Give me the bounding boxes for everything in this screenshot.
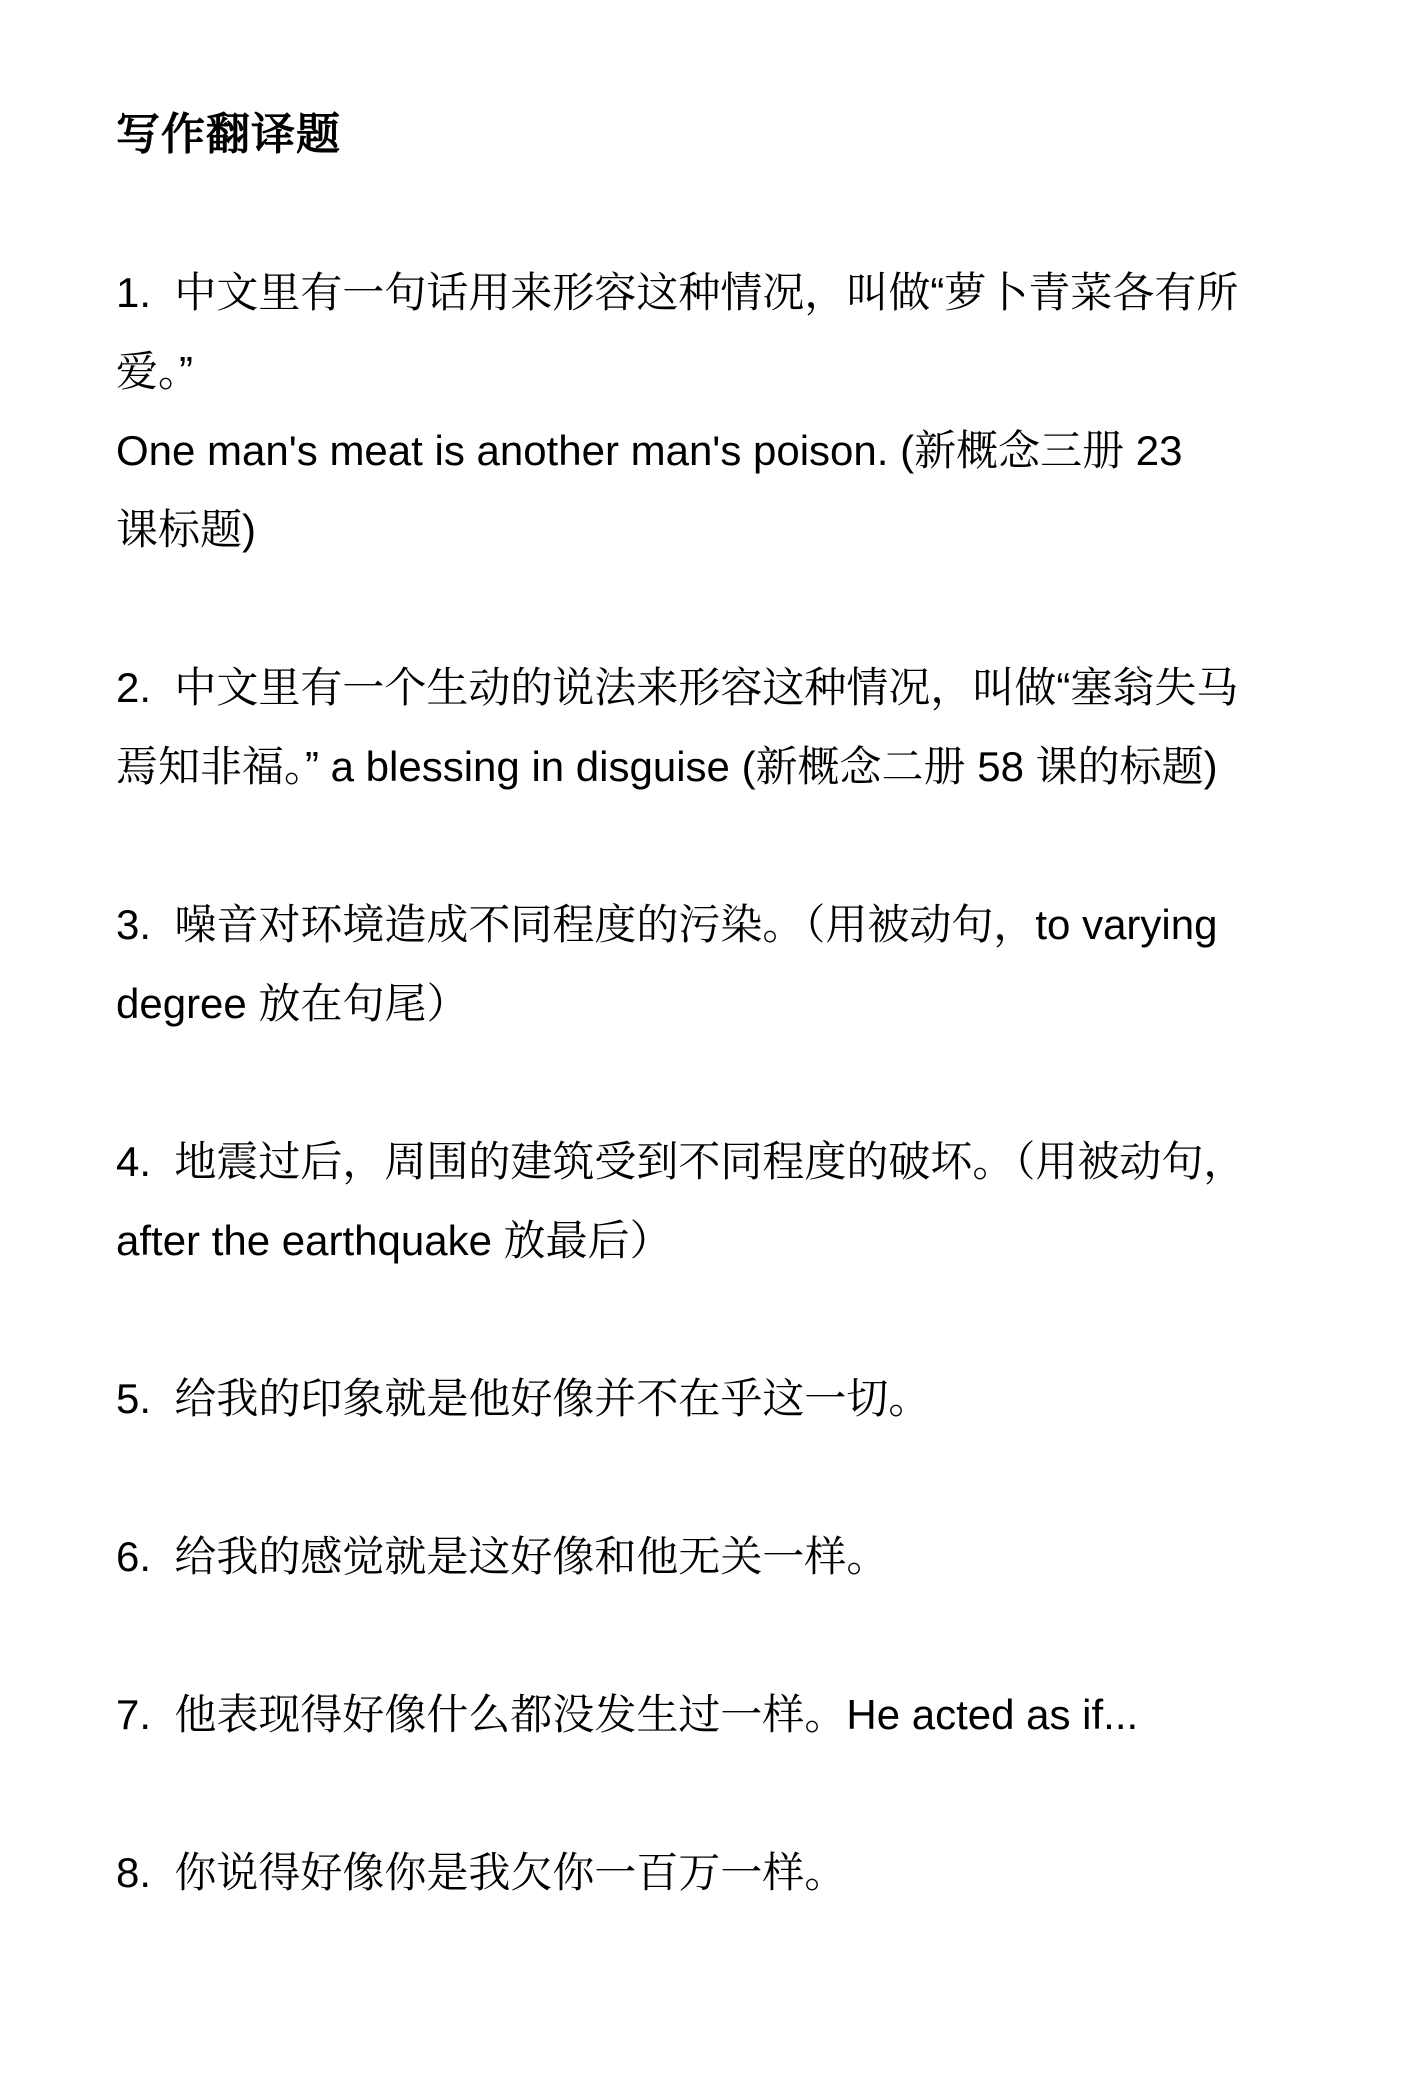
item-line: 3. 噪音对环境造成不同程度的污染。（用被动句，to varying [116, 901, 1218, 948]
page-title: 写作翻译题 [116, 110, 341, 159]
translation-item-1 [116, 253, 1316, 569]
item-line: 2. 中文里有一个生动的说法来形容这种情况，叫做“塞翁失马 [116, 664, 1239, 711]
item-line: 7. 他表现得好像什么都没发生过一样。He acted as if... [116, 1691, 1139, 1738]
item-line: 8. 你说得好像你是我欠你一百万一样。 [116, 1849, 847, 1896]
item-line: 焉知非福。” a blessing in disguise (新概念二册 58 课的标题) [116, 743, 1218, 790]
item-line: 1. 中文里有一句话用来形容这种情况，叫做“萝卜青菜各有所 [116, 269, 1239, 316]
translation-item-6 [116, 1517, 1316, 1596]
item-line: One man's meat is another man's poison. (新概念三册 23 [116, 427, 1183, 474]
item-line: 4. 地震过后，周围的建筑受到不同程度的破坏。（用被动句， [116, 1138, 1246, 1185]
translation-item-4 [116, 1122, 1316, 1280]
translation-item-7 [116, 1675, 1316, 1754]
item-line: 6. 给我的感觉就是这好像和他无关一样。 [116, 1533, 889, 1580]
translation-item-8 [116, 1833, 1316, 1912]
item-line: after the earthquake 放最后） [116, 1217, 672, 1264]
item-line: 课标题) [116, 506, 256, 553]
translation-item-3 [116, 885, 1316, 1043]
translation-item-5 [116, 1359, 1316, 1438]
translation-item-2 [116, 648, 1316, 806]
item-line: 5. 给我的印象就是他好像并不在乎这一切。 [116, 1375, 931, 1422]
item-line: 爱。” [116, 348, 193, 395]
item-line: degree 放在句尾） [116, 980, 469, 1027]
